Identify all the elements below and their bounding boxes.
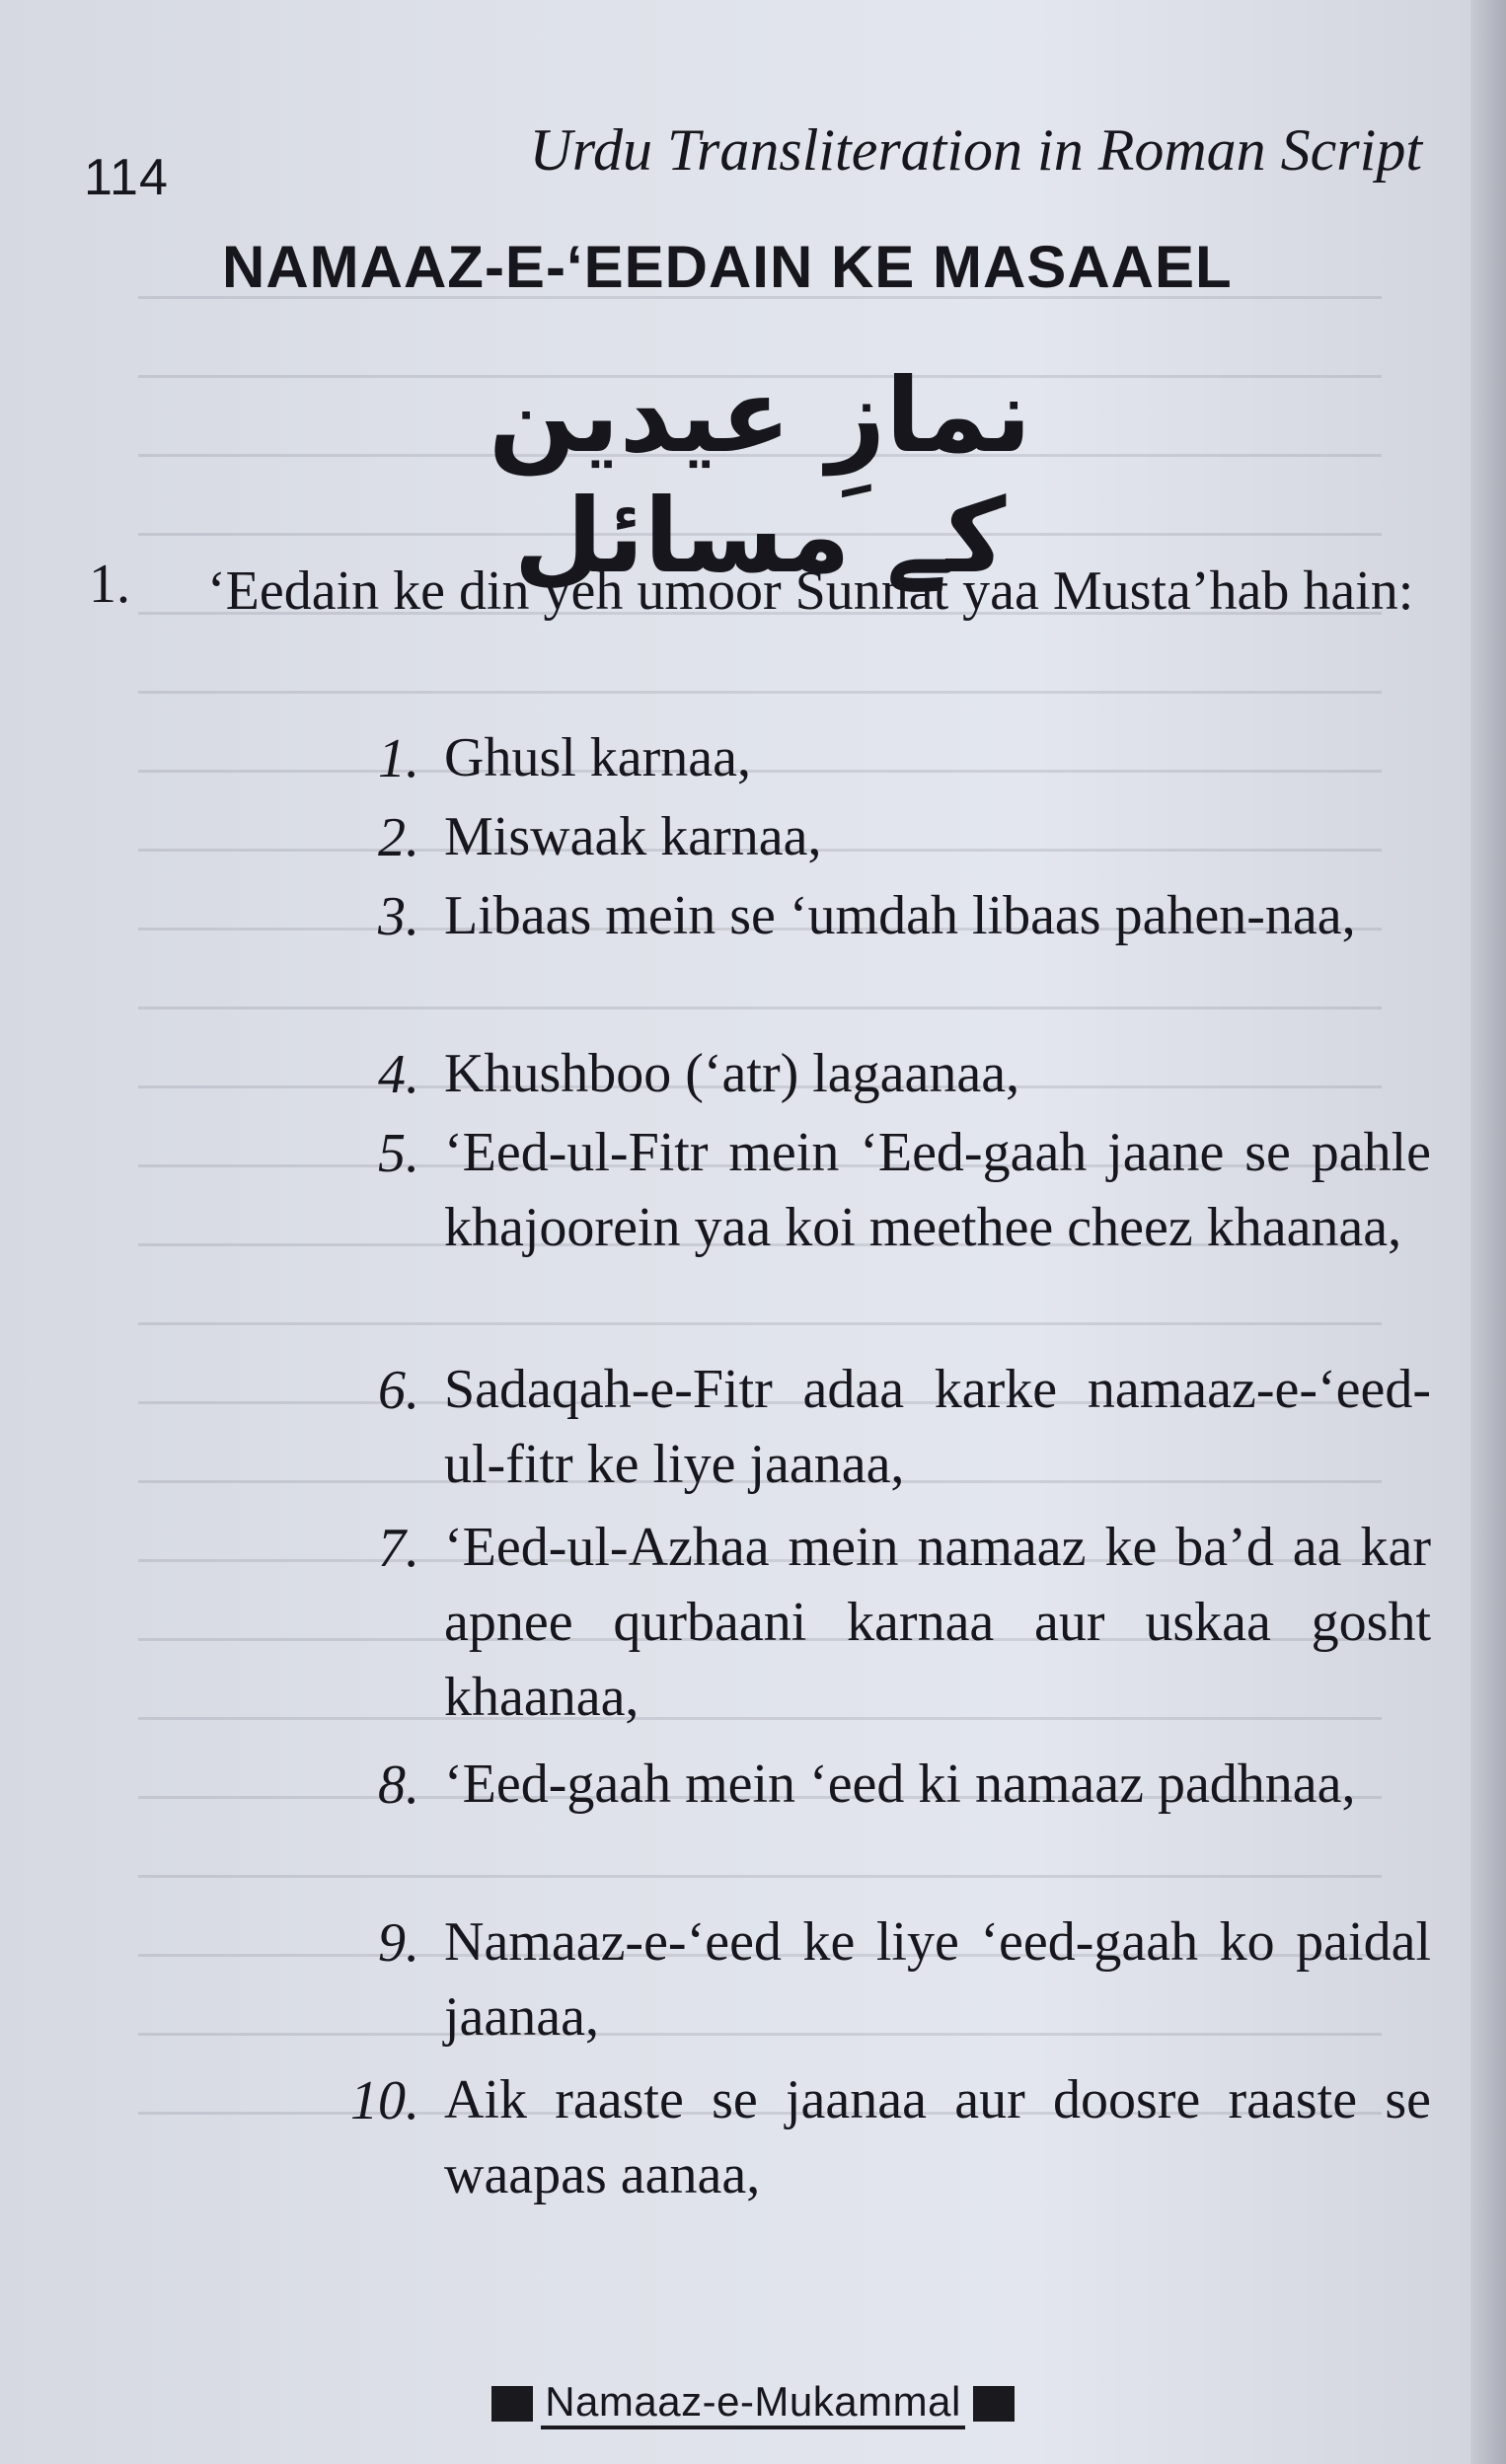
list-item-text: Khushboo (‘atr) lagaanaa,: [444, 1043, 1020, 1104]
page-number: 114: [84, 149, 169, 206]
list-item-number: 10.: [350, 2070, 419, 2131]
list-item-number: 5.: [378, 1123, 419, 1184]
list-item-number: 6.: [378, 1360, 419, 1421]
urdu-title: نمازِ عیدین کے مسائل: [488, 355, 1032, 596]
footer-book-title: Namaaz-e-Mukammal: [541, 2378, 965, 2429]
list-item-text: Sadaqah-e-Fitr adaa karke namaaz-e-‘eed-ul-fitr ke liye jaanaa,: [444, 1359, 1431, 1495]
list-item-number: 1.: [378, 728, 419, 789]
list-item-text: Miswaak karnaa,: [444, 806, 822, 867]
list-item-text: Ghusl karnaa,: [444, 727, 752, 788]
square-bullet-icon: [491, 2386, 533, 2422]
list-item-number: 8.: [378, 1755, 419, 1816]
main-item-number: 1.: [89, 554, 130, 615]
list-item-text: ‘Eed-ul-Azhaa mein namaaz ke ba’d aa kar apnee qurbaani karnaa aur uskaa gosht khaanaa,: [444, 1517, 1431, 1728]
list-item-number: 2.: [378, 807, 419, 868]
page-edge: [1470, 0, 1506, 2464]
footer-band: [491, 2378, 1015, 2429]
list-item-number: 4.: [378, 1044, 419, 1105]
square-bullet-icon: [973, 2386, 1015, 2422]
list-item-text: Namaaz-e-‘eed ke liye ‘eed-gaah ko paidal jaanaa,: [444, 1911, 1431, 2048]
list-item-text: Libaas mein se ‘umdah libaas pahen-naa,: [444, 885, 1356, 946]
main-item-text: ‘Eedain ke din yeh umoor Sunnat yaa Musta’hab hain:: [207, 560, 1414, 622]
list-item-number: 3.: [378, 886, 419, 947]
list-item-number: 7.: [378, 1518, 419, 1579]
list-item-text: ‘Eed-ul-Fitr mein ‘Eed-gaah jaane se pahle khajoorein yaa koi meethee cheez khaanaa,: [444, 1122, 1431, 1258]
list-item-number: 9.: [378, 1912, 419, 1974]
list-item-text: ‘Eed-gaah mein ‘eed ki namaaz padhnaa,: [444, 1754, 1356, 1815]
list-item-text: Aik raaste se jaanaa aur doosre raaste se waapas aanaa,: [444, 2069, 1431, 2205]
footer: [0, 2378, 1506, 2429]
section-title: NAMAAZ-E-‘EEDAIN KE MASAAEL: [222, 234, 1233, 300]
running-head: Urdu Transliteration in Roman Script: [529, 117, 1422, 183]
